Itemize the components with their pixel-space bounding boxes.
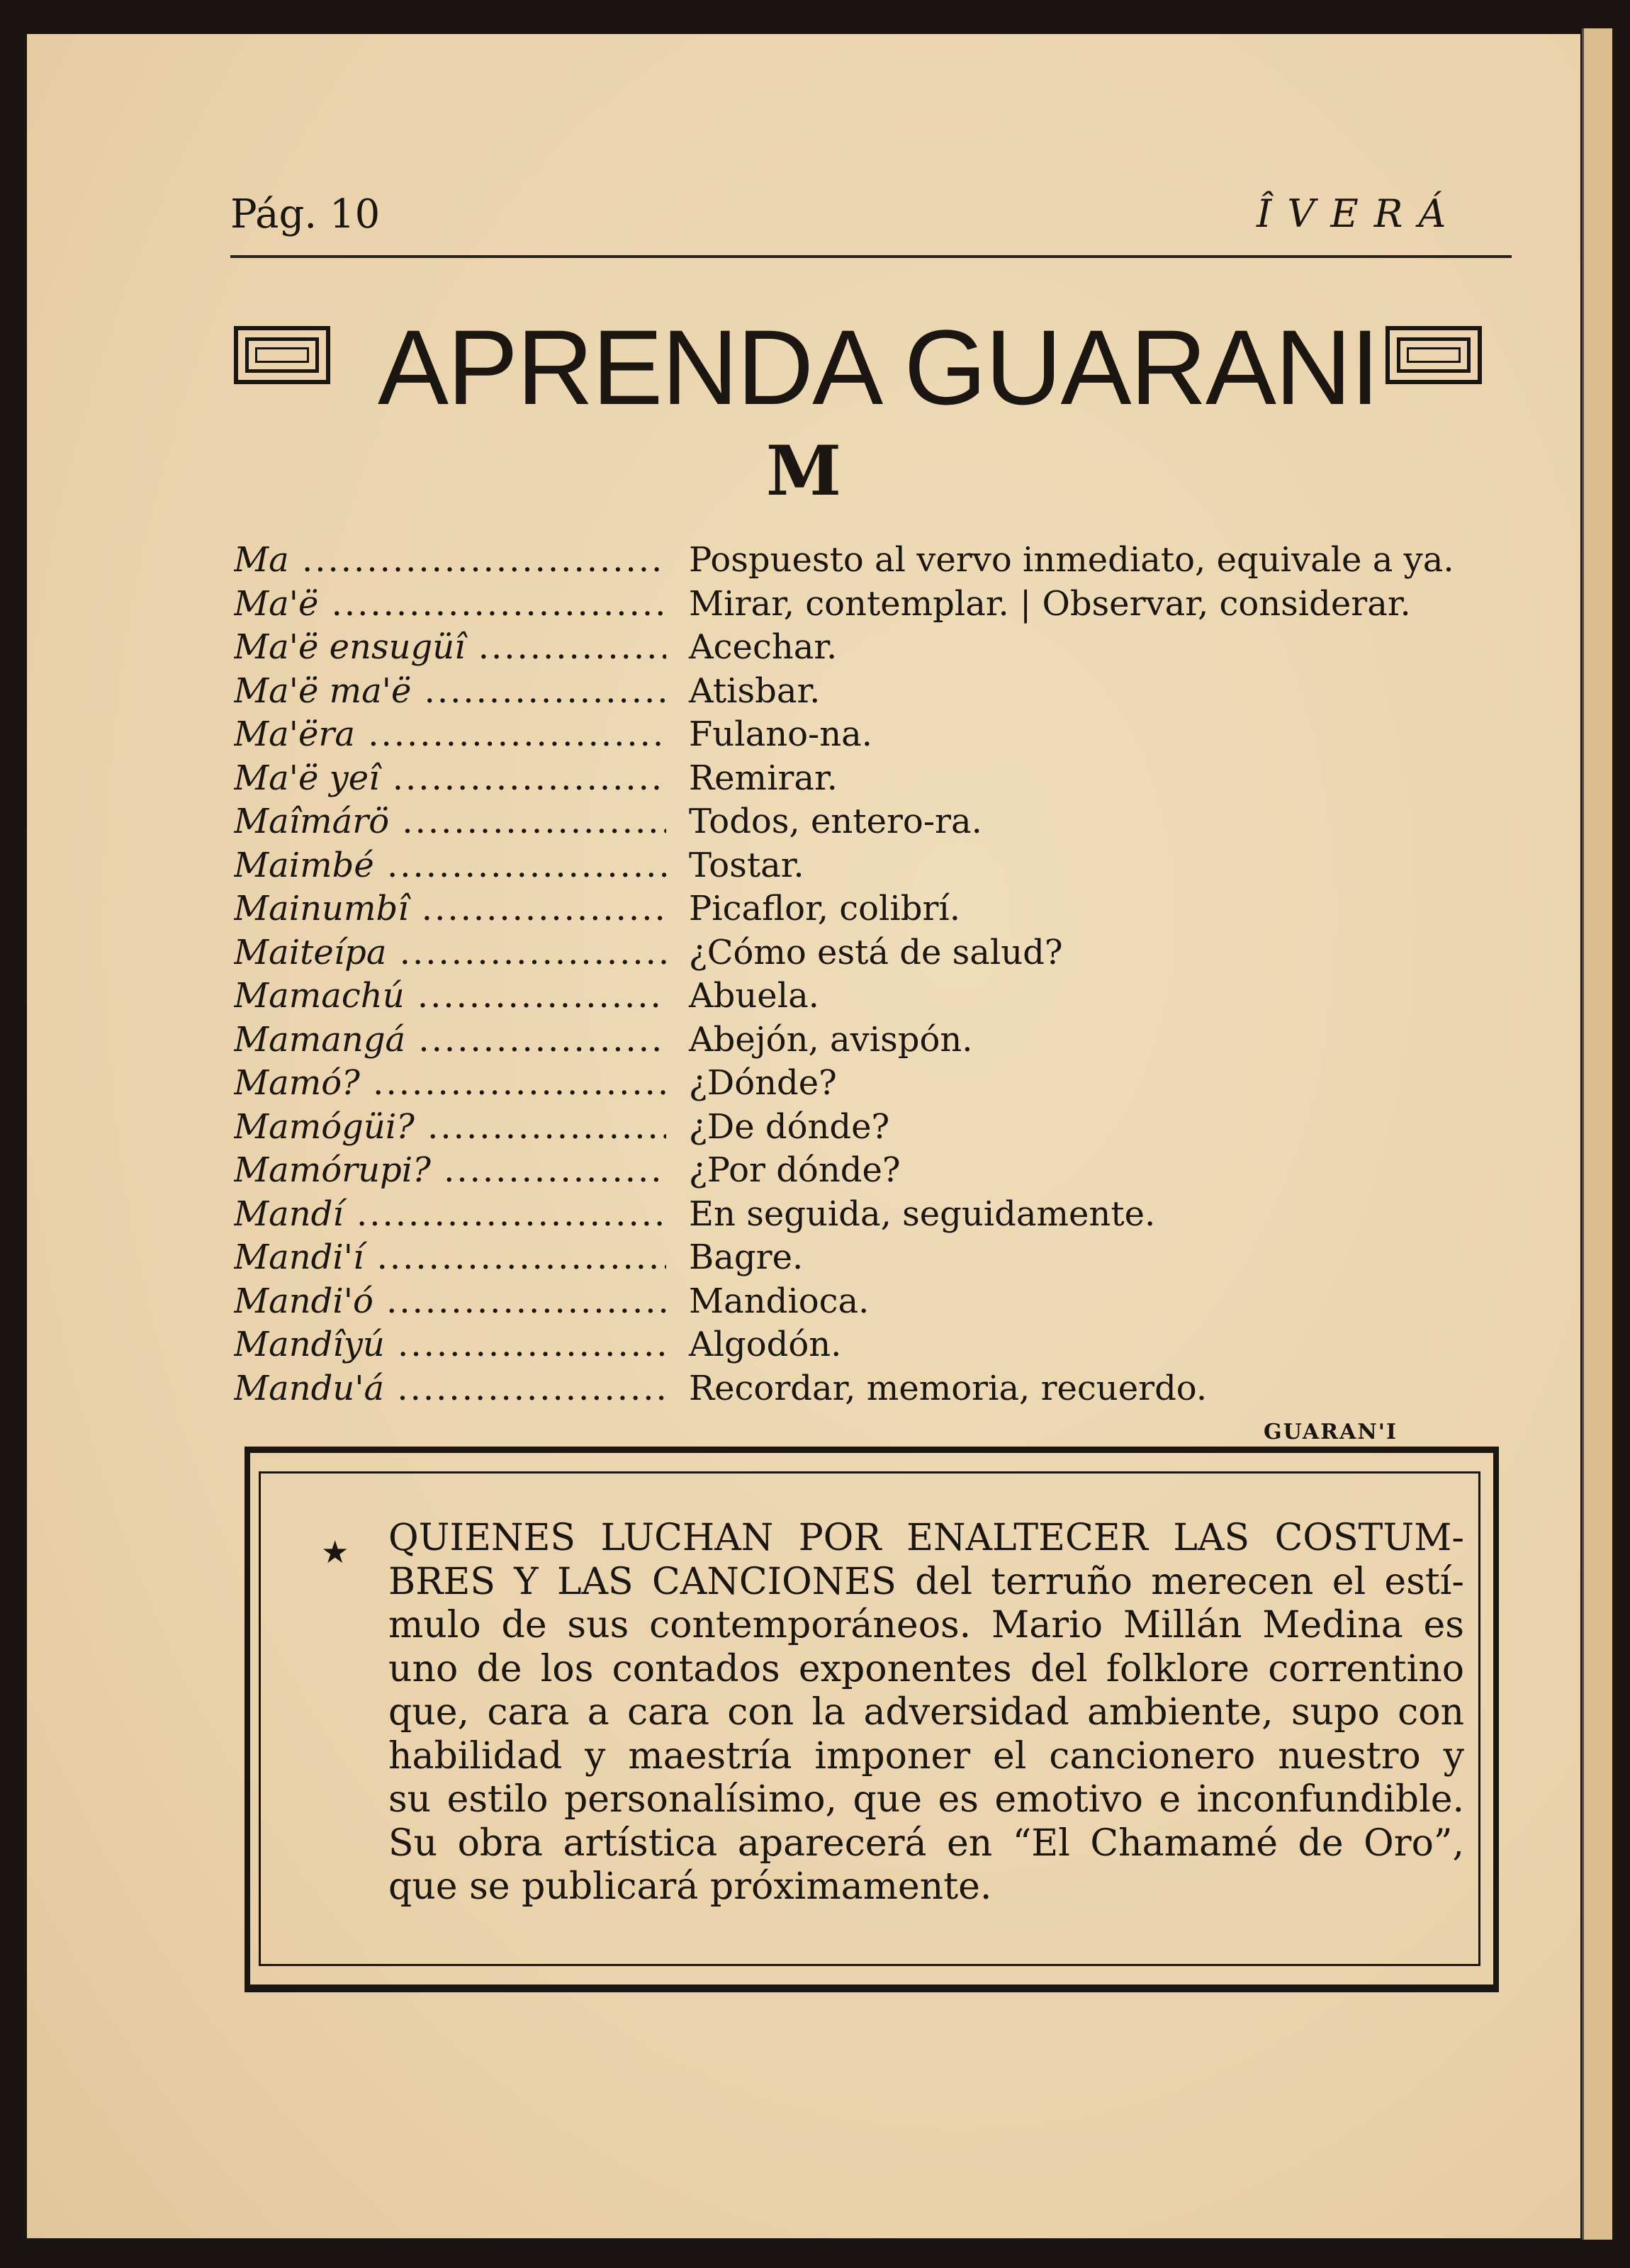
notice-line: su estilo personalísimo, que es emotivo e inconfundible. bbox=[388, 1778, 1464, 1821]
entry-term: Maimbé ..... bbox=[234, 844, 666, 888]
entry-definition: En seguida, seguidamente. bbox=[689, 1194, 1156, 1234]
entry-term: Ma ..... bbox=[234, 539, 666, 583]
entry-term: Ma'ë ..... bbox=[234, 583, 666, 627]
page-number: Pág. 10 bbox=[230, 191, 381, 237]
magazine-page bbox=[27, 34, 1580, 2238]
entry-term: Mamórupi? ..... bbox=[234, 1149, 666, 1193]
entry-term: Mamó? ..... bbox=[234, 1062, 666, 1106]
entry-definition: Remirar. bbox=[689, 758, 838, 798]
entry-term: Ma'ë ma'ë ..... bbox=[234, 670, 666, 714]
entry-definition: Acechar. bbox=[689, 627, 838, 667]
entry-term: Mandí ..... bbox=[234, 1193, 666, 1237]
entry-term: Mandi'í ..... bbox=[234, 1236, 666, 1280]
notice-line: QUIENES LUCHAN POR ENALTECER LAS COSTUM- bbox=[388, 1517, 1464, 1559]
entry-definition: Atisbar. bbox=[689, 670, 821, 711]
entry-definition: Mandioca. bbox=[689, 1281, 870, 1321]
entry-term: Ma'ë ensugüî ..... bbox=[234, 626, 666, 670]
notice-line: uno de los contados exponentes del folklore correntino bbox=[388, 1647, 1464, 1690]
title-ornament-right-icon bbox=[1386, 326, 1482, 384]
page-title: APRENDA GUARANI bbox=[378, 308, 1378, 427]
entry-term: Mandu'á ..... bbox=[234, 1367, 666, 1411]
entry-term: Mamangá ..... bbox=[234, 1018, 666, 1062]
entry-definition: Todos, entero-ra. bbox=[689, 802, 982, 841]
entry-definition: ¿Dónde? bbox=[689, 1063, 837, 1103]
notice-line: que, cara a cara con la adversidad ambiente, supo con bbox=[388, 1691, 1464, 1734]
notice-line: mulo de sus contemporáneos. Mario Millán Medina es bbox=[388, 1604, 1464, 1646]
notice-line: habilidad y maestría imponer el cancionero nuestro y bbox=[388, 1734, 1464, 1778]
star-icon: ★ bbox=[321, 1534, 349, 1571]
entry-definition: Abuela. bbox=[689, 976, 819, 1016]
entry-definition: Tostar. bbox=[689, 845, 804, 885]
entry-definition: ¿Cómo está de salud? bbox=[689, 932, 1063, 972]
magazine-name: ÎVERÁ bbox=[1257, 191, 1462, 236]
entry-definition: ¿Por dónde? bbox=[689, 1150, 901, 1190]
adjacent-page-edge bbox=[1582, 28, 1612, 2240]
source-credit: GUARAN'I bbox=[1264, 1420, 1398, 1444]
title-ornament-left-icon bbox=[234, 326, 330, 384]
entry-term: Mainumbî ..... bbox=[234, 887, 666, 931]
entry-term: Mandîyú ..... bbox=[234, 1323, 666, 1367]
entry-definition: Bagre. bbox=[689, 1237, 804, 1277]
entry-definition: Picaflor, colibrí. bbox=[689, 889, 961, 928]
entry-term: Maiteípa ..... bbox=[234, 931, 666, 975]
entry-term: Maîmárö ..... bbox=[234, 800, 666, 844]
notice-line: BRES Y LAS CANCIONES del terruño merecen el estí- bbox=[388, 1560, 1464, 1603]
entry-definition: Fulano-na. bbox=[689, 714, 873, 754]
notice-text bbox=[388, 1517, 1464, 1909]
entry-definition: Abejón, avispón. bbox=[689, 1019, 973, 1060]
section-letter: M bbox=[765, 431, 842, 511]
entry-term: Ma'ë yeî ..... bbox=[234, 757, 666, 801]
entry-definition: Pospuesto al vervo inmediato, equivale a ya. bbox=[689, 540, 1454, 580]
notice-line: Su obra artística aparecerá en “El Chamamé de Oro”, bbox=[388, 1821, 1464, 1865]
notice-box bbox=[244, 1447, 1499, 1992]
entry-term: Ma'ëra ..... bbox=[234, 713, 666, 757]
entry-definition: ¿De dónde? bbox=[689, 1106, 890, 1147]
notice-line: que se publicará próximamente. bbox=[388, 1865, 992, 1908]
entry-definition: Mirar, contemplar. | Observar, considerar. bbox=[689, 583, 1411, 624]
entry-term: Mamógüi? ..... bbox=[234, 1106, 666, 1150]
entry-term: Mamachú ..... bbox=[234, 975, 666, 1018]
entry-definition: Recordar, memoria, recuerdo. bbox=[689, 1368, 1208, 1408]
entry-definition: Algodón. bbox=[689, 1325, 842, 1364]
entry-term: Mandi'ó ..... bbox=[234, 1280, 666, 1324]
header-rule bbox=[230, 255, 1512, 258]
